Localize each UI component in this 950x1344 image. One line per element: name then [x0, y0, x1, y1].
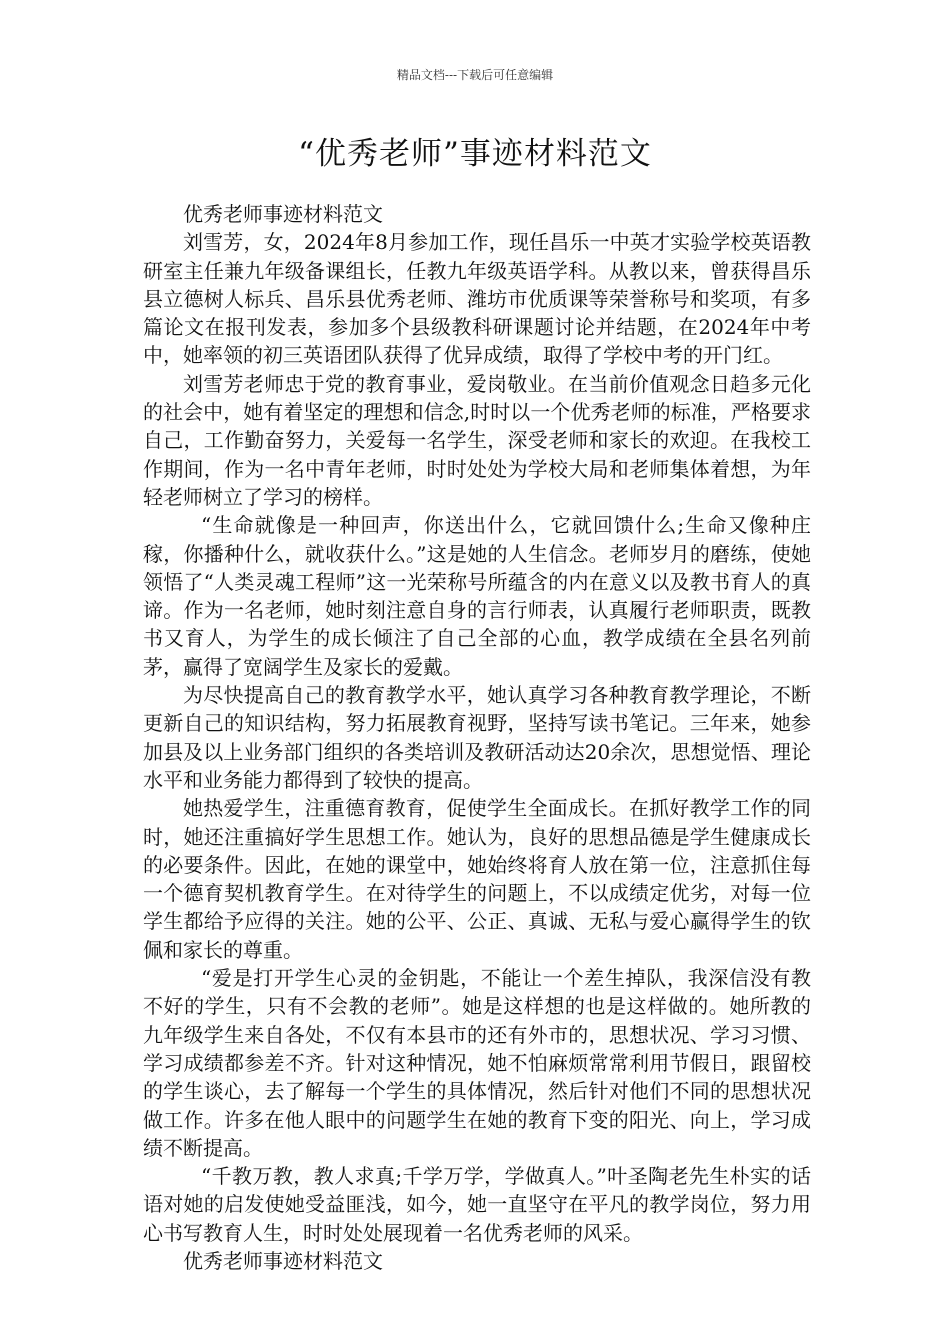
paragraph: “千教万教，教人求真;千学万学，学做真人。”叶圣陶老先生朴实的话语对她的启发使她受益匪浅，如今，她一直坚守在平凡的教学岗位，努力用心书写教育人生，时时处处展现着一名优秀老师的风采。	[143, 1164, 811, 1245]
section-heading: 优秀老师事迹材料范文	[183, 202, 383, 226]
page-header: 精品文档---下载后可任意编辑	[396, 68, 554, 82]
paragraph: “爱是打开学生心灵的金钥匙，不能让一个差生掉队，我深信没有教不好的学生，只有不会教的老师”。她是这样想的也是这样做的。她所教的九年级学生来自各处，不仅有本县市的还有外市的，思想状况、学习习惯、学习成绩都参差不齐。针对这种情况，她不怕麻烦常常利用节假日，跟留校的学生谈心，去了解每一个学生的具体情况，然后针对他们不同的思想状况做工作。许多在他人眼中的问题学生在她的教育下变的阳光、向上，学习成绩不断提高。	[143, 966, 811, 1160]
paragraph: 为尽快提高自己的教育教学水平，她认真学习各种教育教学理论，不断更新自己的知识结构，努力拓展教育视野，坚持写读书笔记。三年来，她参加县及以上业务部门组织的各类培训及教研活动达20余次，思想觉悟、理论水平和业务能力都得到了较快的提高。	[143, 683, 811, 792]
paragraph: “生命就像是一种回声，你送出什么，它就回馈什么;生命又像种庄稼，你播种什么，就收获什么。”这是她的人生信念。老师岁月的磨练，使她领悟了“人类灵魂工程师”这一光荣称号所蕴含的内在意义以及教书育人的真谛。作为一名老师，她时刻注意自身的言行师表，认真履行老师职责，既教书又育人，为学生的成长倾注了自己全部的心血，教学成绩在全县名列前茅，赢得了宽阔学生及家长的爱戴。	[143, 513, 811, 679]
document-body	[143, 200, 811, 1275]
document-title: “优秀老师”事迹材料范文	[298, 136, 652, 172]
paragraph: 刘雪芳，女，2024年8月参加工作，现任昌乐一中英才实验学校英语教研室主任兼九年级备课组长，任教九年级英语学科。从教以来，曾获得昌乐县立德树人标兵、昌乐县优秀老师、潍坊市优质课等荣誉称号和奖项，有多篇论文在报刊发表，参加多个县级教科研课题讨论并结题，在2024年中考中，她率领的初三英语团队获得了优异成绩，取得了学校中考的开门红。	[143, 230, 811, 368]
paragraph: 刘雪芳老师忠于党的教育事业，爱岗敬业。在当前价值观念日趋多元化的社会中，她有着坚定的理想和信念,时时以一个优秀老师的标准，严格要求自己，工作勤奋努力，关爱每一名学生，深受老师和家长的欢迎。在我校工作期间，作为一名中青年老师，时时处处为学校大局和老师集体着想，为年轻老师树立了学习的榜样。	[143, 371, 811, 509]
section-heading: 优秀老师事迹材料范文	[183, 1248, 383, 1273]
paragraph: 她热爱学生，注重德育教育，促使学生全面成长。在抓好教学工作的同时，她还注重搞好学生思想工作。她认为，良好的思想品德是学生健康成长的必要条件。因此，在她的课堂中，她始终将育人放在第一位，注意抓住每一个德育契机教育学生。在对待学生的问题上，不以成绩定优劣，对每一位学生都给予应得的关注。她的公平、公正、真诚、无私与爱心赢得学生的钦佩和家长的尊重。	[143, 796, 811, 962]
